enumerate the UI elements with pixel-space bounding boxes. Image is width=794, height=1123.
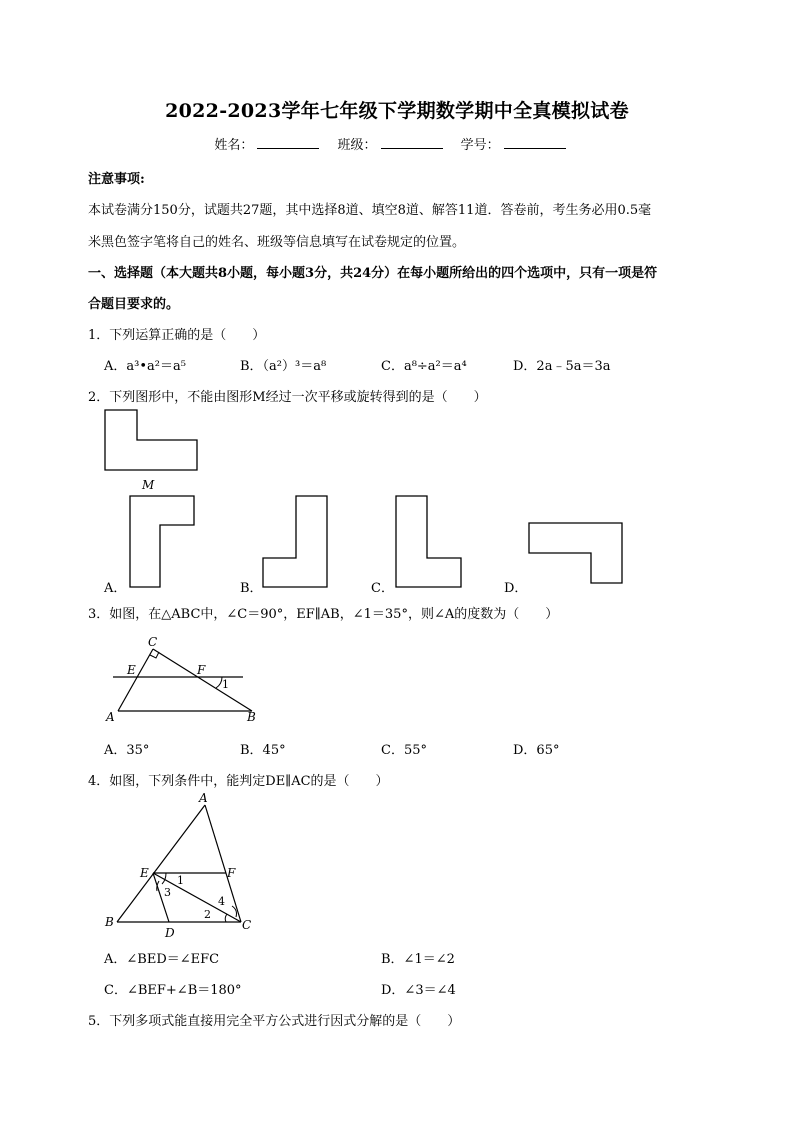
q4-label-f: F bbox=[227, 866, 236, 880]
q3-option-b[interactable]: B．45° bbox=[240, 743, 286, 758]
q1-option-a[interactable]: A．a³•a²＝a⁵ bbox=[104, 359, 186, 374]
q2-label-m: M bbox=[142, 478, 155, 492]
q3-label-a: A bbox=[106, 710, 115, 724]
q1-option-c[interactable]: C．a⁸÷a²＝a⁴ bbox=[381, 359, 467, 374]
q2-option-d[interactable]: D． bbox=[504, 581, 528, 596]
section-heading-line-1: 一、选择题（本大题共8小题，每小题3分，共24分）在每小题所给出的四个选项中，只有一项是符 bbox=[88, 266, 658, 281]
q3-label-e: E bbox=[127, 663, 136, 677]
q4-option-c[interactable]: C．∠BEF+∠B＝180° bbox=[104, 983, 242, 998]
q3-option-a[interactable]: A．35° bbox=[104, 743, 150, 758]
q4-label-4: 4 bbox=[218, 895, 225, 908]
q2-option-a[interactable]: A． bbox=[104, 581, 127, 596]
section-heading-line-2: 合题目要求的。 bbox=[88, 297, 180, 312]
q1-stem: 1．下列运算正确的是（ ） bbox=[88, 328, 266, 343]
q3-label-b: B bbox=[247, 710, 256, 724]
name-label: 姓名： bbox=[214, 138, 254, 153]
q5-stem: 5．下列多项式能直接用完全平方公式进行因式分解的是（ ） bbox=[88, 1014, 461, 1029]
q3-label-f: F bbox=[197, 663, 206, 677]
q4-option-d[interactable]: D．∠3＝∠4 bbox=[381, 983, 456, 998]
q3-label-1: 1 bbox=[222, 678, 229, 691]
q4-label-d: D bbox=[165, 926, 175, 940]
class-label: 班级： bbox=[337, 138, 377, 153]
q3-label-c: C bbox=[148, 635, 158, 649]
q4-label-a: A bbox=[199, 791, 208, 805]
q2-stem: 2．下列图形中，不能由图形M经过一次平移或旋转得到的是（ ） bbox=[88, 390, 487, 405]
q1-option-b[interactable]: B．（a²）³＝a⁸ bbox=[240, 359, 327, 374]
q2-option-b[interactable]: B． bbox=[240, 581, 263, 596]
notes-heading: 注意事项: bbox=[88, 172, 145, 187]
q4-label-b: B bbox=[105, 915, 114, 929]
notes-line-2: 米黑色签字笔将自己的姓名、班级等信息填写在试卷规定的位置。 bbox=[88, 235, 466, 250]
q4-label-e: E bbox=[140, 866, 149, 880]
q4-label-3: 3 bbox=[164, 886, 171, 899]
id-label: 学号： bbox=[460, 138, 500, 153]
q3-option-d[interactable]: D．65° bbox=[513, 743, 560, 758]
q3-stem: 3．如图，在△ABC中，∠C＝90°，EF∥AB，∠1＝35°，则∠A的度数为（ ） bbox=[88, 607, 559, 622]
q4-option-a[interactable]: A．∠BED＝∠EFC bbox=[104, 952, 220, 967]
q4-label-c: C bbox=[242, 918, 252, 932]
page-title: 2022-2023学年七年级下学期数学期中全真模拟试卷 bbox=[165, 100, 629, 122]
q2-option-c[interactable]: C． bbox=[371, 581, 394, 596]
q3-option-c[interactable]: C．55° bbox=[381, 743, 427, 758]
q4-stem: 4．如图，下列条件中，能判定DE∥AC的是（ ） bbox=[88, 774, 389, 789]
q4-label-2: 2 bbox=[204, 908, 211, 921]
q1-option-d[interactable]: D．2a﹣5a＝3a bbox=[513, 359, 611, 374]
q4-label-1: 1 bbox=[177, 874, 184, 887]
q4-option-b[interactable]: B．∠1＝∠2 bbox=[381, 952, 455, 967]
notes-line-1: 本试卷满分150分，试题共27题，其中选择8道、填空8道、解答11道．答卷前，考生务必用0.5毫 bbox=[88, 203, 652, 218]
